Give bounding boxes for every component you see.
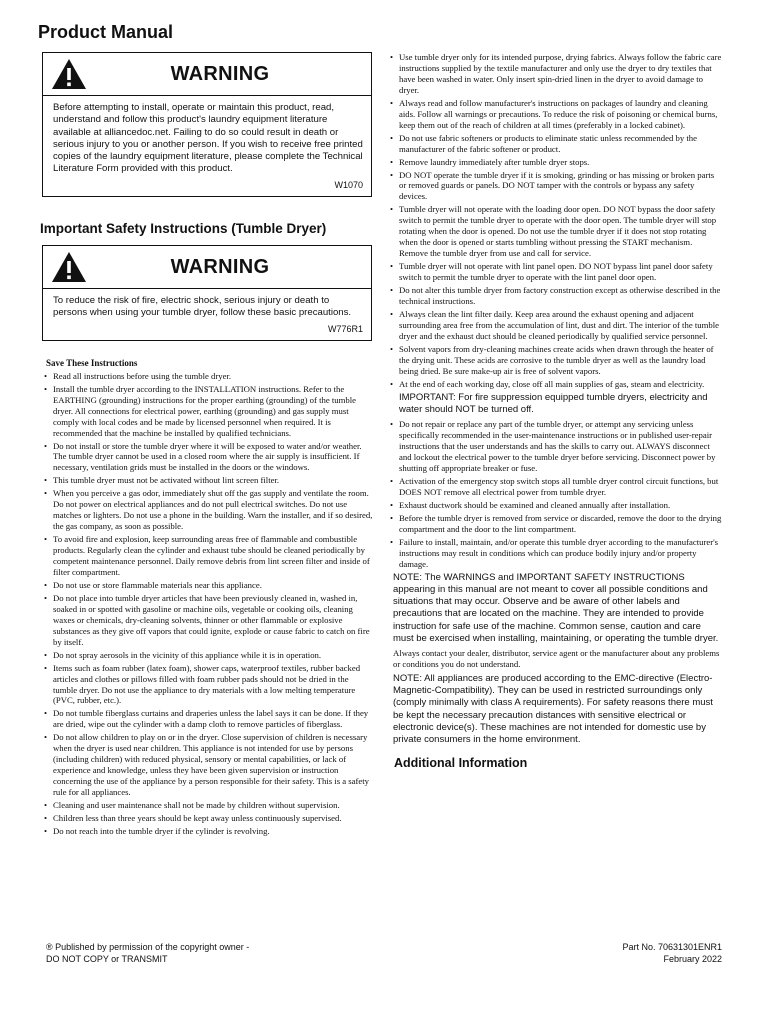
safety-list-right <box>390 52 722 390</box>
warning-text: To reduce the risk of fire, electric shock, serious injury or death to persons when using your tumble dryer, follow these basic precautions. <box>53 295 352 319</box>
list-item: • Do not allow children to play on or in the dryer. Close supervision of children is necessary when the dryer is used near children. This appliance is not intended for use by persons (including children) with reduced physical, sensory or mental capabilities, or lack of experience and knowledge, unless they have been given supervision or instruction concerning the use of the appliance by a person responsible for their safety. This is a safety rule for all appliances. <box>44 732 374 798</box>
save-instructions-heading: Save These Instructions <box>46 358 138 368</box>
list-item: • Do not reach into the tumble dryer if the cylinder is revolving. <box>44 826 374 837</box>
footer-part-info <box>622 942 722 965</box>
list-item: • Cleaning and user maintenance shall not be made by children without supervision. <box>44 800 374 811</box>
list-item: • Do not use fabric softeners or products to eliminate static unless recommended by the manufacturer of the fabric softener or product. <box>390 133 722 155</box>
list-item: • Items such as foam rubber (latex foam), shower caps, waterproof textiles, rubber backed articles and clothes or pillows filled with foam rubber pads should not be dried in the tumble dryer. Do not use the appliance to dry materials with a low melting temperature (PVC, rubber, etc.). <box>44 663 374 707</box>
important-note: IMPORTANT: For fire suppression equipped tumble dryers, electricity and water should NOT be turned off. <box>399 391 708 415</box>
publication-date: February 2022 <box>663 953 722 964</box>
warning-header <box>43 53 371 96</box>
list-item: • Children less than three years should be kept away unless continuously supervised. <box>44 813 374 824</box>
list-item: • Always clean the lint filter daily. Keep area around the exhaust opening and adjacent surrounding area free from the accumulation of lint, dust and dirt. The interior of the tumble dryer and the exhaust duct should be cleaned periodically by qualified service personnel. <box>390 309 722 342</box>
copyright-line: ® Published by permission of the copyright owner - <box>46 942 250 952</box>
warning-header <box>43 246 371 289</box>
warning-title: WARNING <box>170 62 270 85</box>
list-item: • Exhaust ductwork should be examined and cleaned annually after installation. <box>390 500 722 511</box>
warning-code: W1070 <box>334 179 363 190</box>
list-item: • Do not tumble fiberglass curtains and draperies unless the label says it can be done. If they are dried, wipe out the cylinder with a damp cloth to remove particles of fiberglass. <box>44 708 374 730</box>
list-item: • Install the tumble dryer according to the INSTALLATION instructions. Refer to the EARTHING (grounding) instructions for the proper earthing (grounding) of the tumble dryer. All connections for electrical power, earthing (grounding) and gas supply must comply with local codes and be made by licensed personnel when required. It is recommended that the machine be installed by qualified technicians. <box>44 384 374 439</box>
safety-list-left <box>44 371 374 837</box>
no-copy-line: DO NOT COPY or TRANSMIT <box>46 953 168 964</box>
list-item: • Always read and follow manufacturer's instructions on packages of laundry and cleaning aids. Follow all warnings or precautions. To reduce the risk of poisoning or chemical burns, keep them out of the reach of children at all times (preferably in a locked cabinet). <box>390 98 722 131</box>
list-item: • Do not install or store the tumble dryer where it will be exposed to water and/or weather. The tumble dryer cannot be used in a closed room where the air supply is insufficient. If necessary, ventilation grids must be installed in the doors or the windows. <box>44 441 374 474</box>
additional-information-heading: Additional Information <box>394 756 528 771</box>
list-item: • Tumble dryer will not operate with the loading door open. DO NOT bypass the door safety switch to permit the tumble dryer to operate with the door open. The tumble dryer will stop rotating when the door is opened. Do not use the tumble dryer if it does not stop rotating when the door is opened or starts tumbling without pressing the START mechanism. Remove the tumble dryer from use and call for service. <box>390 204 722 259</box>
list-item: • Do not alter this tumble dryer from factory construction except as otherwise described in the technical instructions. <box>390 285 722 307</box>
page-title: Product Manual <box>38 22 174 42</box>
list-item: • Remove laundry immediately after tumble dryer stops. <box>390 157 722 168</box>
list-item: • Do not place into tumble dryer articles that have been previously cleaned in, washed in, soaked in or spotted with gasoline or machine oils, vegetable or cooking oils, cleaning waxes or chemicals, dry-cleaning solvents, thinner or other flammable or explosive substances as they give off vapors that could ignite, explode or cause fabric to catch on fire by itself. <box>44 593 374 648</box>
list-item: • Do not spray aerosols in the vicinity of this appliance while it is in operation. <box>44 650 374 661</box>
list-item: • Activation of the emergency stop switch stops all tumble dryer control circuit functions, but DOES NOT remove all electrical power from tumble dryer. <box>390 476 722 498</box>
list-item: • Do not use or store flammable materials near this appliance. <box>44 580 374 591</box>
list-item: • Tumble dryer will not operate with lint panel open. DO NOT bypass lint panel door safety switch to permit the tumble dryer to operate with the lint panel door open. <box>390 261 722 283</box>
warning-box-literature <box>42 52 372 197</box>
contact-note: Always contact your dealer, distributor, service agent or the manufacturer about any problems or conditions you do not understand. <box>393 648 720 669</box>
footer-copyright <box>46 942 249 965</box>
list-item: • This tumble dryer must not be activated without lint screen filter. <box>44 475 374 486</box>
list-item: • DO NOT operate the tumble dryer if it is smoking, grinding or has missing or broken parts or removed guards or panels. DO NOT tamper with the controls or bypass any safety devices. <box>390 170 722 203</box>
safety-list-right-continued <box>390 419 722 569</box>
list-item: • Failure to install, maintain, and/or operate this tumble dryer according to the manufacturer's instructions may result in conditions which can produce bodily injury and/or property damage. <box>390 537 722 570</box>
list-item: • Before the tumble dryer is removed from service or discarded, remove the door to the drying compartment and the door to the lint compartment. <box>390 513 722 535</box>
right-column <box>390 52 722 770</box>
list-item: • To avoid fire and explosion, keep surrounding areas free of flammable and combustible products. Regularly clean the cylinder and exhaust tube should be cleaned periodically by competent maintenance personnel. Daily remove debris from lint screen filter and inside of filter compartment. <box>44 534 374 578</box>
list-item: • When you perceive a gas odor, immediately shut off the gas supply and ventilate the room. Do not power on electrical appliances and do not pull electrical switches. Do not use matches or lighters. Do not use a phone in the building. Warn the installer, and if so desired, the gas company, as soon as possible. <box>44 488 374 532</box>
list-item: • At the end of each working day, close off all main supplies of gas, steam and electricity. <box>390 379 722 390</box>
note-emc: NOTE: All appliances are produced according to the EMC-directive (Electro-Magnetic-Compatibility). They can be used in restricted surroundings only (comply minimally with class A requirements). For safety reasons there must be kept the necessary precaution distances with sensitive electrical or electronic device(s). These machines are not intended for domestic use by private consumers in the home environment. <box>393 672 713 746</box>
list-item: • Read all instructions before using the tumble dryer. <box>44 371 374 382</box>
list-item: • Solvent vapors from dry-cleaning machines create acids when drawn through the heater of the drying unit. These acids are corrosive to the tumble dryer as well as the laundry load being dried. Be sure make-up air is free of solvent vapors. <box>390 344 722 377</box>
warning-title: WARNING <box>170 255 270 278</box>
list-item: • Use tumble dryer only for its intended purpose, drying fabrics. Always follow the fabric care instructions supplied by the textile manufacturer and only use the dryer to dry textiles that have been washed in water. Only insert spin-dried linen in the dryer to avoid damage to dryer. <box>390 52 722 96</box>
list-item: • Do not repair or replace any part of the tumble dryer, or attempt any servicing unless specifically recommended in the user-maintenance instructions or in published user-repair instructions that the user understands and has the skills to carry out. ALWAYS disconnect and lockout the electrical power to the tumble dryer before servicing. Disconnect power by shutting off appropriate breaker or fuse. <box>390 419 722 474</box>
warning-text: Before attempting to install, operate or maintain this product, read, understand and follow this product's laundry equipment literature available at alliancedoc.net. Failing to do so could result in death or serious injury to you or another person. If you wish to receive free printed copies of the laundry equipment literature, please complete the Technical Literature Form provided with this product. <box>53 102 363 175</box>
warning-code: W776R1 <box>327 323 363 334</box>
note-warnings: NOTE: The WARNINGS and IMPORTANT SAFETY INSTRUCTIONS appearing in this manual are not meant to cover all possible conditions and situations that may occur. Observe and be aware of other labels and precautions that are located on the machine. They are intended to provide instruction for safe use of the machine. Common sense, caution and care must be exercised when installing, maintaining, or operating the tumble dryer. <box>393 571 719 644</box>
warning-box-safety <box>42 245 372 341</box>
part-number: Part No. 70631301ENR1 <box>622 942 722 952</box>
section-title: Important Safety Instructions (Tumble Dryer) <box>40 221 327 236</box>
left-column <box>44 358 374 839</box>
